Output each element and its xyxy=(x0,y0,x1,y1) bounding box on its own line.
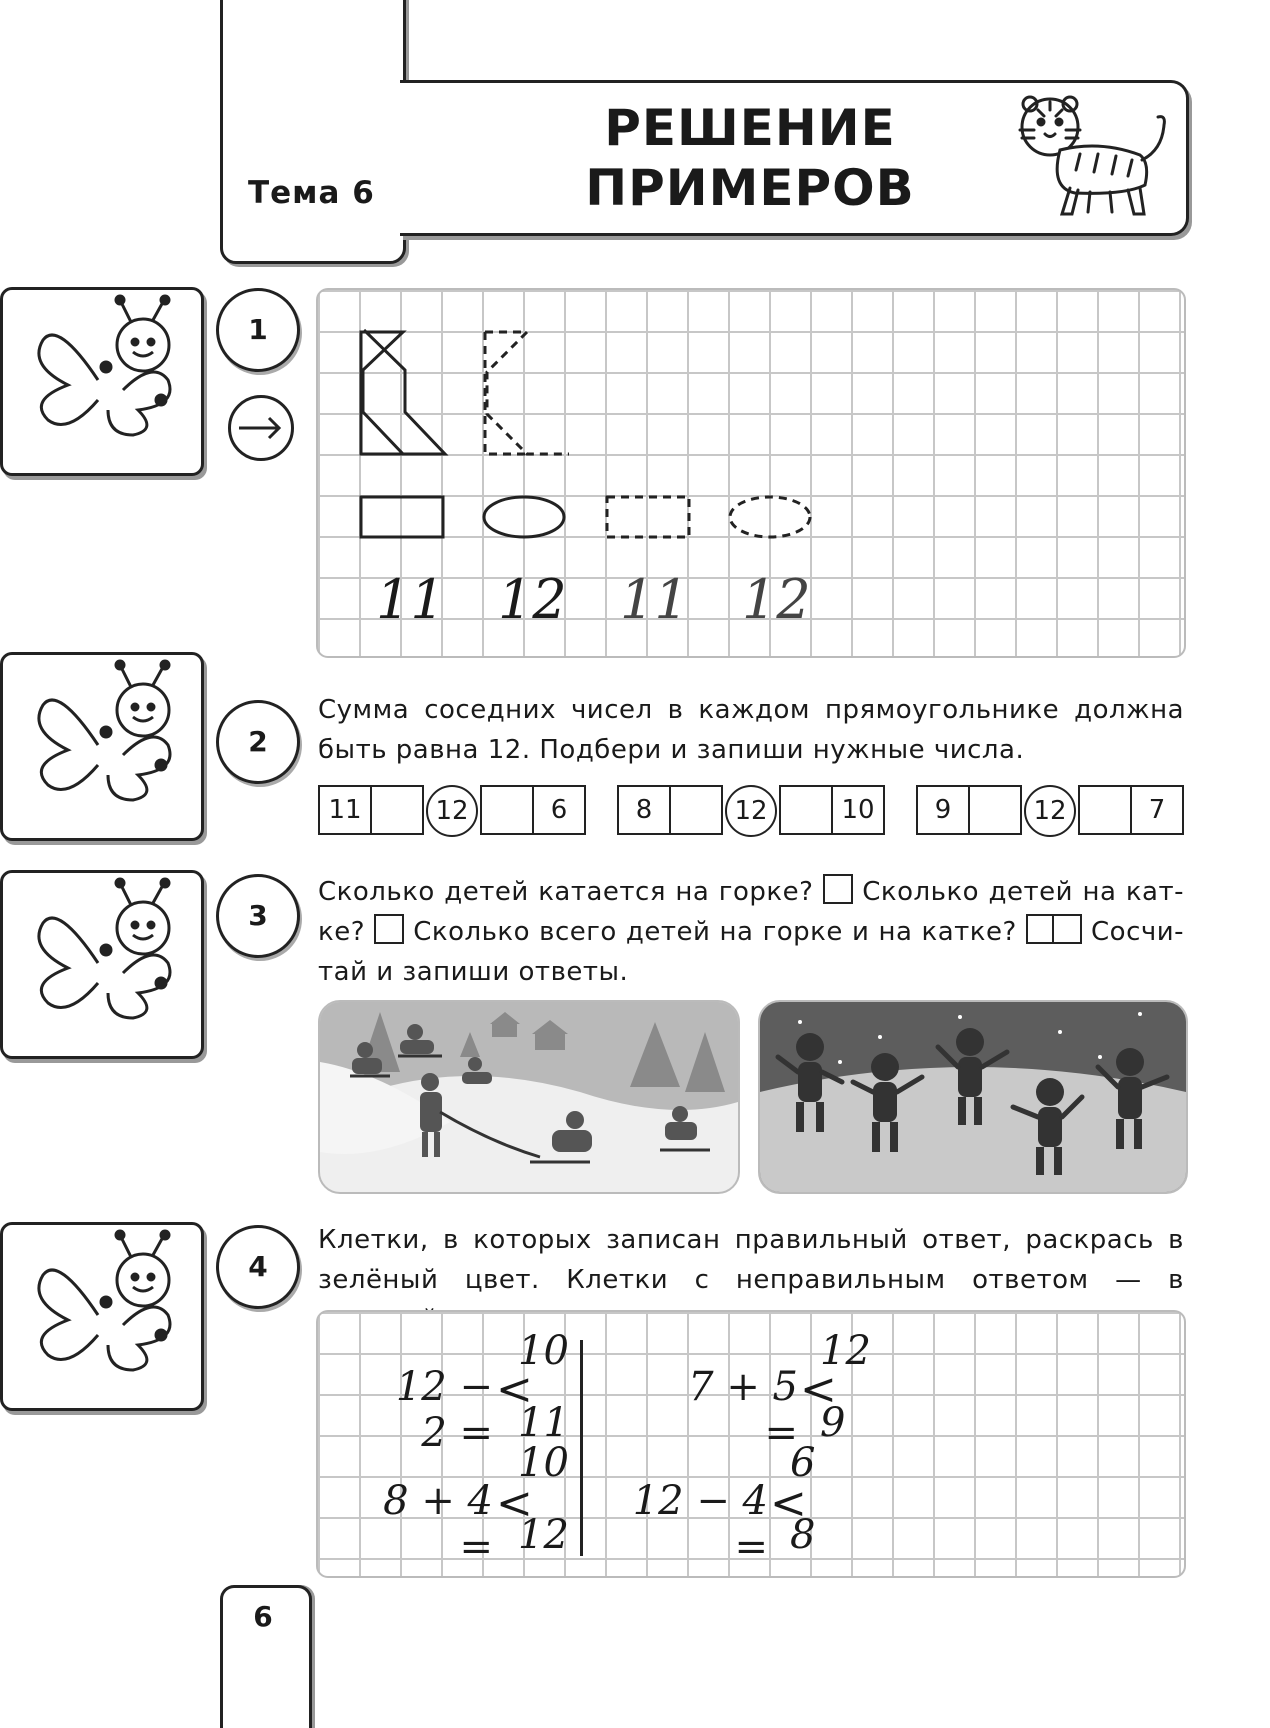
center-number-ring: 12 xyxy=(426,785,478,837)
task-2-boxes xyxy=(318,785,1184,837)
task-4-number: 4 xyxy=(216,1225,300,1309)
task-1-grid[interactable] xyxy=(316,288,1186,658)
example-3-answer-top[interactable]: 10 xyxy=(518,1440,569,1486)
task-2-line-1: Сумма соседних чисел в каждом прямоугольнике должна xyxy=(318,695,1184,725)
task-1-number-b: 12 xyxy=(498,568,567,631)
butterfly-icon xyxy=(3,873,201,1056)
butterfly-card xyxy=(0,1222,204,1411)
example-1-expression: 12 − 2 = xyxy=(395,1364,493,1456)
divider-line xyxy=(580,1340,583,1556)
topic-tab xyxy=(220,0,406,264)
example-4-answer-bottom[interactable]: 8 xyxy=(790,1512,816,1558)
task-4-grid[interactable] xyxy=(316,1310,1186,1578)
butterfly-icon xyxy=(3,655,201,838)
butterfly-icon xyxy=(3,1225,201,1408)
number-cell: 6 xyxy=(532,785,586,835)
example-2-answer-top[interactable]: 12 xyxy=(820,1328,871,1374)
answer-cell[interactable] xyxy=(370,785,424,835)
example-1-answer-bottom[interactable]: 11 xyxy=(518,1400,569,1446)
task-2-line-2: быть равна 12. Подбери и запиши нужные числа. xyxy=(318,735,1025,765)
sledding-hill-picture xyxy=(318,1000,740,1194)
task-1-number: 1 xyxy=(216,288,300,372)
answer-cell[interactable] xyxy=(968,785,1022,835)
center-number-ring: 12 xyxy=(1024,785,1076,837)
answer-cell[interactable] xyxy=(779,785,833,835)
butterfly-icon xyxy=(3,290,201,473)
example-4-expression: 12 − 4 = xyxy=(632,1478,768,1570)
tiger-icon xyxy=(1010,92,1170,222)
task-1-number-a: 11 xyxy=(376,568,445,631)
brace-icon: < xyxy=(770,1478,807,1529)
number-cell: 8 xyxy=(617,785,671,835)
title-line-2: ПРИМЕРОВ xyxy=(585,159,915,217)
number-cell: 10 xyxy=(831,785,885,835)
number-cell: 9 xyxy=(916,785,970,835)
task-2-number: 2 xyxy=(216,700,300,784)
arrow-right-icon xyxy=(228,395,294,461)
task-3-number: 3 xyxy=(216,874,300,958)
butterfly-card xyxy=(0,287,204,476)
butterfly-card xyxy=(0,870,204,1059)
task-2-text xyxy=(318,690,1184,770)
task-1-number-c: 11 xyxy=(620,568,689,631)
example-2-answer-bottom[interactable]: 9 xyxy=(820,1400,846,1446)
task-3-line-2c: Сосчи- xyxy=(1091,917,1185,947)
number-cell: 11 xyxy=(318,785,372,835)
center-number-ring: 12 xyxy=(725,785,777,837)
ice-rink-picture xyxy=(758,1000,1188,1194)
title-line-1: РЕШЕНИЕ xyxy=(604,99,896,157)
task-4-line-1: Клетки, в которых записан правильный ответ, раскрась в xyxy=(318,1225,1184,1255)
answer-box-double[interactable] xyxy=(1026,914,1082,944)
example-3-answer-bottom[interactable]: 12 xyxy=(518,1512,569,1558)
task-3-line-1b: Сколько детей на кат- xyxy=(862,877,1184,907)
topic-label: Тема 6 xyxy=(248,175,375,211)
number-cell: 7 xyxy=(1130,785,1184,835)
task-3-line-1a: Сколько детей катается на горке? xyxy=(318,877,814,907)
task-3-text xyxy=(318,872,1184,992)
task-3-line-2a: ке? xyxy=(318,917,365,947)
example-4-answer-top[interactable]: 6 xyxy=(790,1440,816,1486)
page-title xyxy=(520,98,980,218)
task-3-line-2b: Сколько всего детей на горке и на катке? xyxy=(413,917,1017,947)
example-2-expression: 7 + 5 = xyxy=(688,1364,798,1456)
example-1-answer-top[interactable]: 10 xyxy=(518,1328,569,1374)
task-3-line-3: тай и запиши ответы. xyxy=(318,957,629,987)
brace-icon: < xyxy=(800,1364,837,1415)
answer-cell[interactable] xyxy=(669,785,723,835)
answer-cell[interactable] xyxy=(1078,785,1132,835)
butterfly-card xyxy=(0,652,204,841)
example-3-expression: 8 + 4 = xyxy=(383,1478,493,1570)
brace-icon: < xyxy=(496,1478,533,1529)
task-4-line-2: зелёный цвет. Клетки с неправильным ответом — в xyxy=(318,1265,1184,1295)
brace-icon: < xyxy=(496,1364,533,1415)
answer-box[interactable] xyxy=(823,874,853,904)
task-1-number-d: 12 xyxy=(742,568,811,631)
answer-box[interactable] xyxy=(374,914,404,944)
page-number: 6 xyxy=(253,1600,273,1633)
answer-cell[interactable] xyxy=(480,785,534,835)
